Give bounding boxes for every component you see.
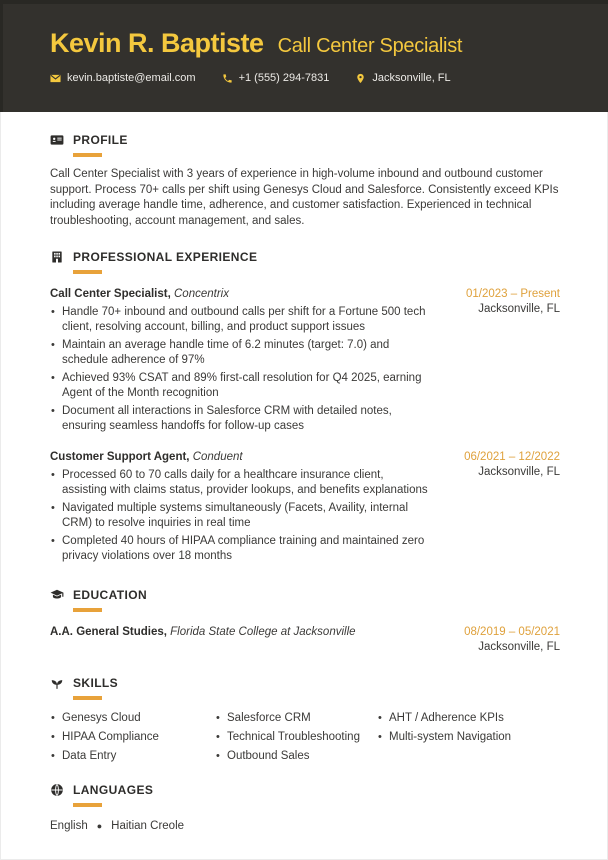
job-location: Jacksonville, FL — [478, 303, 560, 316]
job-bullet: • Navigated multiple systems simultaneously (Facets, Availity, internal CRM) to resolve inquiries in real time — [50, 501, 428, 531]
job-bullets — [50, 305, 428, 434]
education-heading: EDUCATION — [73, 588, 148, 603]
skill-item: • HIPAA Compliance — [50, 731, 215, 743]
education-school: Florida State College at Jacksonville — [170, 626, 356, 639]
phone-icon — [222, 73, 233, 84]
resume-body — [0, 133, 608, 832]
job-role: Call Center Specialist, — [50, 288, 171, 301]
job-bullet: • Document all interactions in Salesforce CRM with detailed notes, ensuring seamless handoffs for follow-up cases — [50, 404, 428, 434]
skill-item: • Multi-system Navigation — [377, 731, 560, 743]
job-bullet: • Maintain an average handle time of 6.2 minutes (target: 7.0) and schedule adherence of 97% — [50, 338, 428, 368]
education-degree: A.A. General Studies, — [50, 626, 167, 639]
experience-heading: PROFESSIONAL EXPERIENCE — [73, 250, 258, 265]
section-experience — [50, 250, 560, 567]
contact-location-text: Jacksonville, FL — [372, 72, 451, 84]
job-role: Customer Support Agent, — [50, 451, 190, 464]
candidate-job-title: Call Center Specialist — [277, 35, 463, 57]
skill-item: • Outbound Sales — [215, 750, 377, 762]
job-dates: 01/2023 – Present — [466, 288, 560, 301]
profile-summary: Call Center Specialist with 3 years of experience in high-volume inbound and outbound customer support. Process 70+ calls per shift using Genesys Cloud and Salesforce. Consistently exceed KPIs including average handle time, adherence, and customer satisfaction. Experienced in technical troubleshooting, account management, and sales. — [50, 168, 559, 227]
section-skills — [50, 676, 560, 762]
job-title-line — [50, 287, 428, 301]
contact-phone-text: +1 (555) 294-7831 — [238, 72, 330, 84]
section-languages — [50, 783, 560, 832]
contact-email — [50, 72, 196, 84]
education-heading-row — [50, 588, 560, 602]
job-company: Concentrix — [174, 288, 229, 301]
languages-row — [50, 820, 560, 832]
job-bullets — [50, 468, 428, 564]
skill-item: • AHT / Adherence KPIs — [377, 712, 560, 724]
language-item: Haitian Creole — [111, 820, 185, 833]
languages-accent-bar — [73, 803, 102, 807]
job-bullet: • Handle 70+ inbound and outbound calls per shift for a Fortune 500 tech client, resolving account, billing, and product support issues — [50, 305, 428, 335]
languages-heading-row — [50, 783, 560, 797]
experience-heading-row — [50, 250, 560, 264]
skill-item: • Salesforce CRM — [215, 712, 377, 724]
name-row — [50, 28, 560, 59]
language-item: English — [50, 820, 88, 833]
skills-heading: SKILLS — [73, 676, 119, 691]
job-location: Jacksonville, FL — [478, 466, 560, 479]
education-dates: 08/2019 – 05/2021 — [464, 626, 560, 639]
skills-heading-row — [50, 676, 560, 690]
job-entry — [50, 450, 560, 567]
skill-item: • Data Entry — [50, 750, 215, 762]
education-location: Jacksonville, FL — [478, 641, 560, 654]
skill-item: • Genesys Cloud — [50, 712, 215, 724]
seedling-icon — [50, 676, 64, 690]
job-bullet: • Processed 60 to 70 calls daily for a healthcare insurance client, assisting with claims status, provider lookups, and benefits explanations — [50, 468, 428, 498]
job-dates: 06/2021 – 12/2022 — [464, 451, 560, 464]
id-card-icon — [50, 133, 64, 147]
globe-icon — [50, 783, 64, 797]
skills-grid — [50, 712, 560, 762]
email-icon — [50, 73, 61, 84]
candidate-name: Kevin R. Baptiste — [50, 28, 264, 58]
job-bullet: • Achieved 93% CSAT and 89% first-call resolution for Q4 2025, earning Agent of the Month recognition — [50, 371, 428, 401]
contact-row — [50, 72, 560, 84]
graduation-cap-icon — [50, 588, 64, 602]
contact-phone — [222, 72, 330, 84]
profile-accent-bar — [73, 153, 102, 157]
languages-heading: LANGUAGES — [73, 783, 154, 798]
education-entry — [50, 625, 560, 655]
profile-heading-row — [50, 133, 560, 147]
section-education — [50, 588, 560, 655]
education-title-line — [50, 625, 428, 639]
contact-location — [355, 72, 450, 84]
job-entry — [50, 287, 560, 437]
skill-item: • Technical Troubleshooting — [215, 731, 377, 743]
job-company: Conduent — [192, 451, 243, 464]
dot-separator-icon: ● — [96, 821, 103, 832]
resume-header — [0, 0, 608, 112]
location-icon — [355, 73, 366, 84]
job-bullet: • Completed 40 hours of HIPAA compliance training and maintained zero privacy violations over 18 months — [50, 534, 428, 564]
contact-email-text: kevin.baptiste@email.com — [67, 72, 196, 84]
profile-heading: PROFILE — [73, 133, 128, 147]
job-title-line — [50, 450, 428, 464]
education-accent-bar — [73, 608, 102, 612]
skills-accent-bar — [73, 696, 102, 700]
section-profile — [50, 133, 560, 229]
experience-accent-bar — [73, 270, 102, 274]
building-icon — [50, 250, 64, 264]
